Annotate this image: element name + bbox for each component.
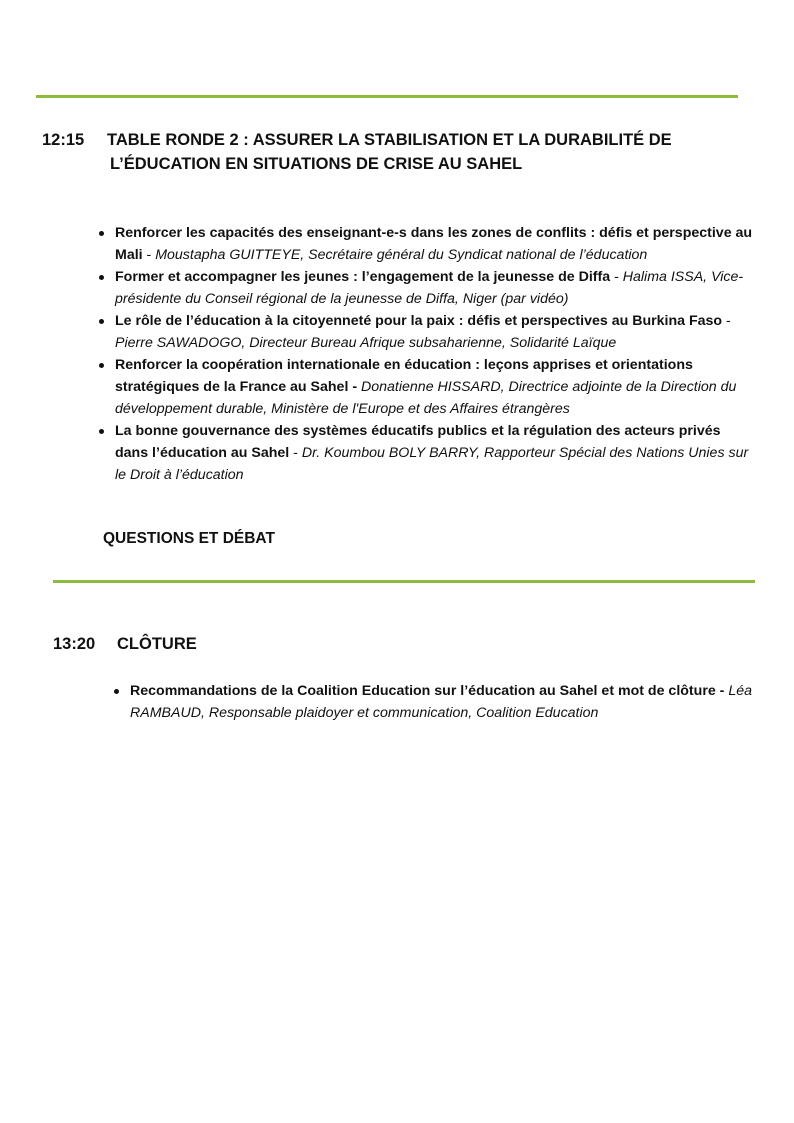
talk-separator: -: [610, 269, 623, 285]
talk-speaker: Halima ISSA, Vice-présidente du Conseil régional de la jeunesse de Diffa, Niger (par vidéo): [115, 269, 744, 307]
closing-heading: [53, 632, 453, 656]
session-title-line1: TABLE RONDE 2 : ASSURER LA STABILISATION ET LA DURABILITÉ DE: [107, 131, 672, 149]
talk-list: [115, 222, 755, 486]
talk-topic: Renforcer la coopération internationale en éducation : leçons apprises et orientations stratégiques de la France au Sahel -: [115, 357, 693, 395]
section-divider-middle: [53, 580, 755, 583]
talk-topic: Renforcer les capacités des enseignant-e-s dans les zones de conflits : défis et perspective au Mali: [115, 225, 753, 263]
talk-separator: -: [142, 247, 156, 263]
talk-speaker: Léa RAMBAUD, Responsable plaidoyer et communication, Coalition Education: [130, 683, 753, 721]
session-time: 12:15: [42, 131, 85, 149]
talk-topic: La bonne gouvernance des systèmes éducatifs publics et la régulation des acteurs privés dans l’éducation au Sahel: [115, 423, 721, 461]
talk-speaker: Pierre SAWADOGO, Directeur Bureau Afrique subsaharienne, Solidarité Laïque: [115, 335, 617, 351]
talk-separator: -: [289, 445, 302, 461]
session-title-line2: L’ÉDUCATION EN SITUATIONS DE CRISE AU SAHEL: [110, 155, 523, 173]
closing-title: CLÔTURE: [117, 635, 197, 653]
talk-item: [130, 680, 760, 724]
talk-speaker: Donatienne HISSARD, Directrice adjointe de la Direction du développement durable, Ministère de l'Europe et des Affaires étrangères: [115, 379, 737, 417]
talk-separator: -: [722, 313, 731, 329]
talk-item: [115, 420, 755, 486]
talk-topic: Recommandations de la Coalition Education sur l’éducation au Sahel et mot de clôture -: [130, 683, 725, 699]
talk-speaker: Dr. Koumbou BOLY BARRY, Rapporteur Spécial des Nations Unies sur le Droit à l’éducation: [115, 445, 749, 483]
talk-topic: Le rôle de l’éducation à la citoyenneté pour la paix : défis et perspectives au Burkina Faso: [115, 313, 723, 329]
talk-item: [115, 266, 755, 310]
talk-item: [115, 222, 755, 266]
talk-item: [115, 310, 755, 354]
closing-time: 13:20: [53, 635, 96, 653]
questions-label: QUESTIONS ET DÉBAT: [103, 530, 275, 547]
session-heading: [42, 128, 762, 178]
talk-speaker: Moustapha GUITTEYE, Secrétaire général du Syndicat national de l’éducation: [155, 247, 648, 263]
talk-item: [115, 354, 755, 420]
closing-list: [130, 680, 760, 724]
section-divider-top: [36, 95, 738, 98]
talk-topic: Former et accompagner les jeunes : l’engagement de la jeunesse de Diffa: [115, 269, 611, 285]
